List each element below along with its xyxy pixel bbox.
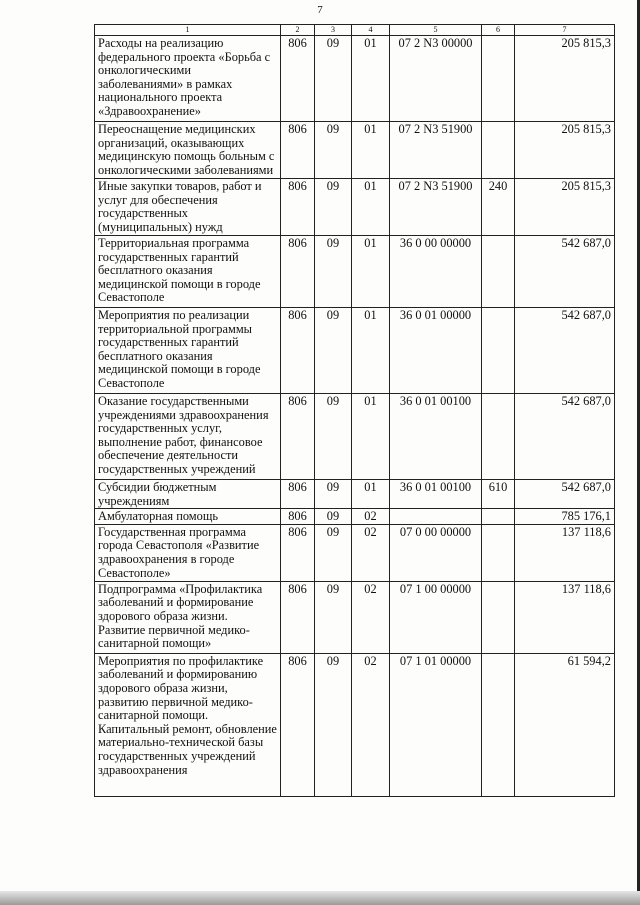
dept-code: 806 [281,509,315,525]
target-item-code: 07 2 N3 00000 [390,36,482,122]
dept-code: 806 [281,308,315,394]
column-header: 3 [315,25,352,36]
row-name: Расходы на реализацию федерального проекта «Борьба с онкологическими заболеваниями» в рамках национального проекта «Здравоохранение» [95,36,281,122]
table-row [95,509,615,525]
target-item-code: 36 0 00 00000 [390,236,482,308]
target-item-code: 36 0 01 00000 [390,308,482,394]
table-row [95,524,615,581]
dept-code: 806 [281,236,315,308]
section-code: 09 [315,524,352,581]
section-code: 09 [315,509,352,525]
expense-type-code [482,122,515,179]
amount: 137 118,6 [515,524,615,581]
section-code: 09 [315,480,352,509]
expense-type-code [482,36,515,122]
column-header: 4 [352,25,390,36]
table-row [95,36,615,122]
scan-shadow [0,891,640,905]
row-name: Мероприятия по реализации территориальной программы государственных гарантий бесплатного оказания медицинской помощи в городе Севастополе [95,308,281,394]
row-name: Иные закупки товаров, работ и услуг для обеспечения государственных (муниципальных) нужд [95,179,281,236]
target-item-code: 07 2 N3 51900 [390,122,482,179]
budget-table [94,24,615,797]
amount: 542 687,0 [515,308,615,394]
target-item-code: 07 1 00 00000 [390,581,482,653]
subsection-code: 01 [352,394,390,480]
target-item-code: 07 0 00 00000 [390,524,482,581]
row-name: Амбулаторная помощь [95,509,281,525]
table-row [95,581,615,653]
dept-code: 806 [281,653,315,796]
column-header: 5 [390,25,482,36]
amount: 205 815,3 [515,36,615,122]
table-row [95,122,615,179]
column-header: 2 [281,25,315,36]
page-number: 7 [317,4,323,16]
target-item-code: 07 1 01 00000 [390,653,482,796]
amount: 542 687,0 [515,394,615,480]
expense-type-code [482,653,515,796]
amount: 542 687,0 [515,236,615,308]
subsection-code: 01 [352,236,390,308]
table-row [95,308,615,394]
amount: 205 815,3 [515,179,615,236]
table-header-row [95,25,615,36]
section-code: 09 [315,236,352,308]
amount: 785 176,1 [515,509,615,525]
expense-type-code [482,308,515,394]
dept-code: 806 [281,179,315,236]
subsection-code: 02 [352,509,390,525]
table-row [95,179,615,236]
section-code: 09 [315,581,352,653]
subsection-code: 02 [352,581,390,653]
expense-type-code [482,236,515,308]
expense-type-code: 240 [482,179,515,236]
expense-type-code: 610 [482,480,515,509]
section-code: 09 [315,36,352,122]
dept-code: 806 [281,394,315,480]
amount: 137 118,6 [515,581,615,653]
subsection-code: 01 [352,179,390,236]
section-code: 09 [315,308,352,394]
dept-code: 806 [281,480,315,509]
subsection-code: 01 [352,308,390,394]
amount: 542 687,0 [515,480,615,509]
row-name: Государственная программа города Севастополя «Развитие здравоохранения в городе Севастополе» [95,524,281,581]
table-row [95,394,615,480]
subsection-code: 02 [352,524,390,581]
row-name: Оказание государственными учреждениями здравоохранения государственных услуг, выполнение работ, финансовое обеспечение деятельности государственных учреждений [95,394,281,480]
column-header: 6 [482,25,515,36]
target-item-code [390,509,482,525]
section-code: 09 [315,179,352,236]
table-row [95,480,615,509]
row-name: Переоснащение медицинских организаций, оказывающих медицинскую помощь больным с онкологическими заболеваниями [95,122,281,179]
target-item-code: 36 0 01 00100 [390,394,482,480]
subsection-code: 02 [352,653,390,796]
row-name: Подпрограмма «Профилактика заболеваний и формирование здорового образа жизни. Развитие первичной медико-санитарной помощи» [95,581,281,653]
amount: 61 594,2 [515,653,615,796]
dept-code: 806 [281,36,315,122]
section-code: 09 [315,122,352,179]
column-header: 7 [515,25,615,36]
expense-type-code [482,524,515,581]
target-item-code: 07 2 N3 51900 [390,179,482,236]
row-name: Субсидии бюджетным учреждениям [95,480,281,509]
subsection-code: 01 [352,122,390,179]
section-code: 09 [315,394,352,480]
table-row [95,236,615,308]
expense-type-code [482,581,515,653]
amount: 205 815,3 [515,122,615,179]
dept-code: 806 [281,581,315,653]
table-row [95,653,615,796]
dept-code: 806 [281,524,315,581]
subsection-code: 01 [352,36,390,122]
target-item-code: 36 0 01 00100 [390,480,482,509]
subsection-code: 01 [352,480,390,509]
expense-type-code [482,509,515,525]
expense-type-code [482,394,515,480]
row-name: Мероприятия по профилактике заболеваний и формированию здорового образа жизни, развитию первичной медико-санитарной помощи. Капитальный ремонт, обновление материально-технической базы государственных учреждений здравоохранения [95,653,281,796]
section-code: 09 [315,653,352,796]
dept-code: 806 [281,122,315,179]
row-name: Территориальная программа государственных гарантий бесплатного оказания медицинской помощи в городе Севастополе [95,236,281,308]
column-header: 1 [95,25,281,36]
